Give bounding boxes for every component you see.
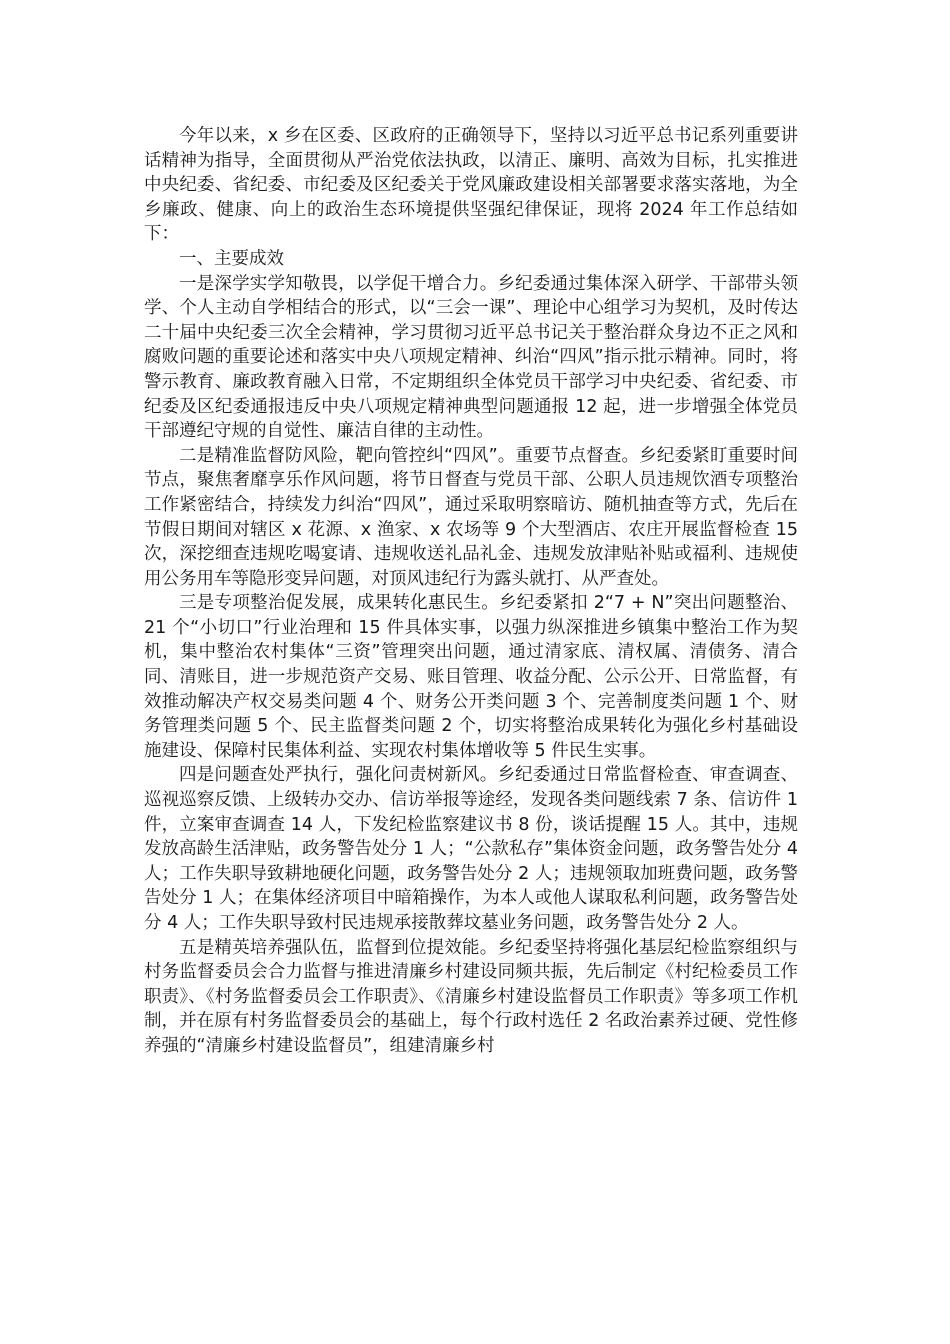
document-body — [144, 124, 798, 1059]
intro-paragraph: 今年以来，x 乡在区委、区政府的正确领导下，坚持以习近平总书记系列重要讲话精神为指导，全面贯彻从严治党依法执政，以清正、廉明、高效为目标，扎实推进中央纪委、省纪委、市纪委及区纪委关于党风廉政建设相关部署要求落实落地，为全乡廉政、健康、向上的政治生态环境提供坚强纪律保证，现将 2024 年工作总结如下： — [144, 126, 798, 245]
section-heading: 一、主要成效 — [179, 248, 284, 269]
paragraph-investigation: 四是问题查处严执行，强化问责树新风。乡纪委通过日常监督检查、审查调查、巡视巡察反馈、上级转办交办、信访举报等途经，发现各类问题线索 7 条、信访件 1 件，立案审查调查 14 人，下发纪检监察建议书 8 份，谈话提醒 15 人。其中，违规发放高龄生活津贴，政务警告处分 1 人；“公款私存”集体资金问题，政务警告处分 4 人；工作失职导致耕地硬化问题，政务警告处分 2 人；违规领取加班费问题，政务警告处分 1 人；在集体经济项目中暗箱操作，为本人或他人谋取私利问题，政务警告处分 4 人；工作失职导致村民违规承接散葬坟墓业务问题，政务警告处分 2 人。 — [144, 765, 798, 933]
paragraph-rectification: 三是专项整治促发展，成果转化惠民生。乡纪委紧扣 2“7 + N”突出问题整治、21 个“小切口”行业治理和 15 件具体实事，以强力纵深推进乡镇集中整治工作为契机，集中整治农村集体“三资”管理突出问题，通过清家底、清权属、清债务、清合同、清账目，进一步规范资产交易、账目管理、收益分配、公示公开、日常监督，有效推动解决产权交易类问题 4 个、财务公开类问题 3 个、完善制度类问题 1 个、财务管理类问题 5 个、民主监督类问题 2 个，切实将整治成果转化为强化乡村基础设施建设、保障村民集体利益、实现农村集体增收等 5 件民生实事。 — [144, 593, 798, 761]
paragraph-study: 一是深学实学知敬畏，以学促干增合力。乡纪委通过集体深入研学、干部带头领学、个人主动自学相结合的形式，以“三会一课”、理论中心组学习为契机，及时传达二十届中央纪委三次全会精神，学习贯彻习近平总书记关于整治群众身边不正之风和腐败问题的重要论述和落实中央八项规定精神、纠治“四风”指示批示精神。同时，将警示教育、廉政教育融入日常，不定期组织全体党员干部学习中央纪委、省纪委、市纪委及区纪委通报违反中央八项规定精神典型问题通报 12 起，进一步增强全体党员干部遵纪守规的自觉性、廉洁自律的主动性。 — [144, 273, 798, 442]
paragraph-supervision: 二是精准监督防风险，靶向管控纠“四风”。重要节点督查。乡纪委紧盯重要时间节点，聚焦奢靡享乐作风问题，将节日督查与党员干部、公职人员违规饮酒专项整治工作紧密结合，持续发力纠治“四风”，通过采取明察暗访、随机抽查等方式，先后在节假日期间对辖区 x 花源、x 渔家、x 农场等 9 个大型酒店、农庄开展监督检查 15 次，深挖细查违规吃喝宴请、违规收送礼品礼金、违规发放津贴补贴或福利、违规使用公务用车等隐形变异问题，对顶风违纪行为露头就打、从严查处。 — [144, 445, 798, 589]
paragraph-team-building: 五是精英培养强队伍，监督到位提效能。乡纪委坚持将强化基层纪检监察组织与村务监督委员会合力监督与推进清廉乡村建设同频共振，先后制定《村纪检委员工作职责》、《村务监督委员会工作职责》、《清廉乡村建设监督员工作职责》等多项工作机制，并在原有村务监督委员会的基础上，每个行政村选任 2 名政治素养过硬、党性修养强的“清廉乡村建设监督员”，组建清廉乡村 — [144, 937, 798, 1056]
